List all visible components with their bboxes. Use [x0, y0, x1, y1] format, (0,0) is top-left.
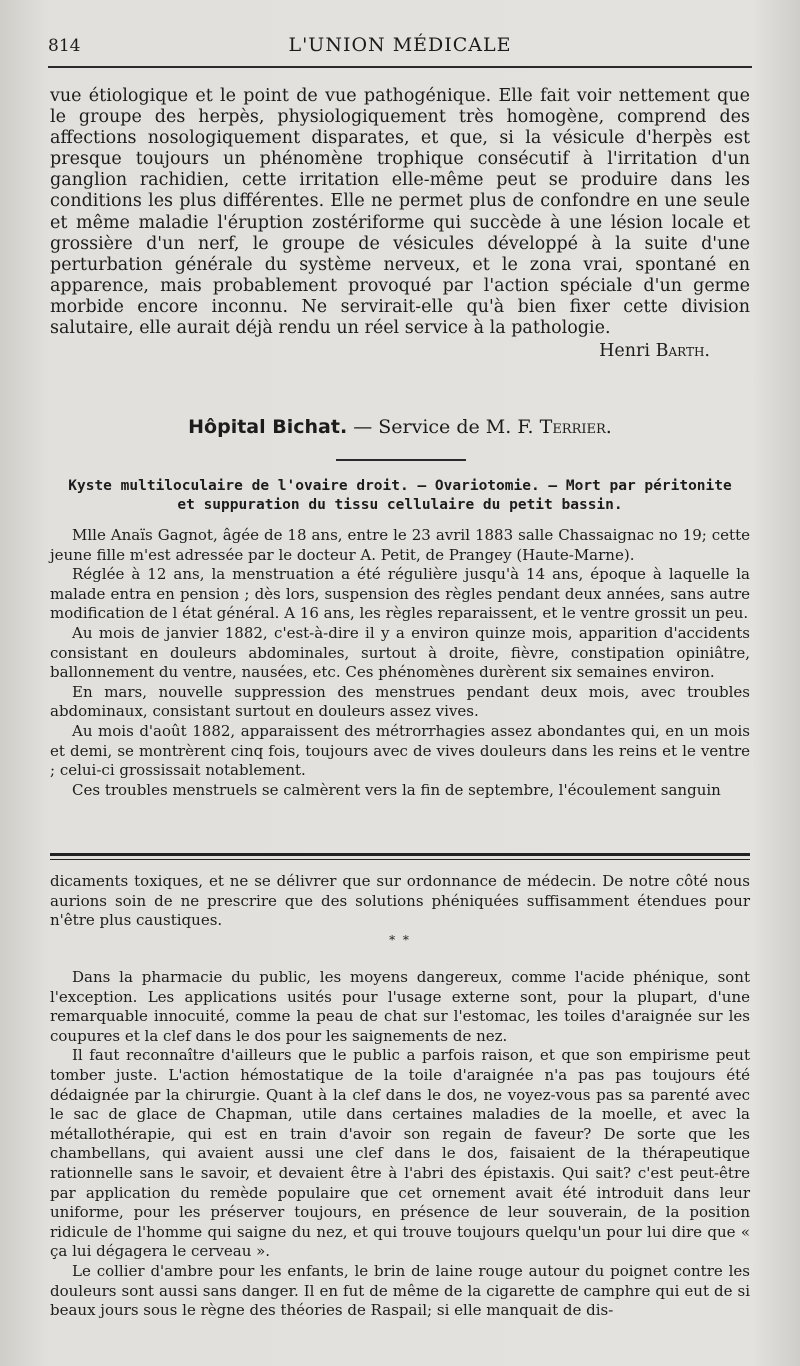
article-conclusion	[50, 86, 750, 363]
section-rule	[336, 459, 466, 461]
feuilleton-top	[50, 872, 750, 931]
feuilleton-body	[50, 968, 750, 1321]
feuilleton-paragraph-4: Le collier d'ambre pour les enfants, le brin de laine rouge autour du poignet contre les douleurs sont aussi sans danger. Il en fut de même de la cigarette de camphre qui eut de si beaux jours sous le règne des théories de Raspail; si elle manquait de dis-	[50, 1261, 750, 1320]
section-heading	[50, 416, 750, 438]
case-title-line-2: et suppuration du tissu cellulaire du petit bassin.	[177, 497, 623, 513]
page-number: 814	[48, 36, 81, 56]
feuilleton-rule-thick	[50, 853, 750, 856]
service-label: Service de M. F.	[378, 416, 534, 438]
journal-title: L'UNION MÉDICALE	[288, 34, 512, 56]
case-paragraph-5: Au mois d'août 1882, apparaissent des métrorrhagies assez abondantes qui, en un mois et demi, se montrèrent cinq fois, toujours avec de vives douleurs dans les reins et le ventre ; celui-ci grossissait notablement.	[50, 721, 750, 780]
case-report	[50, 526, 750, 800]
case-paragraph-2: Réglée à 12 ans, la menstruation a été régulière jusqu'à 14 ans, époque à laquelle la malade entra en pension ; dès lors, suspension des règles pendant deux années, sans autre modification de l état général. A 16 ans, les règles reparaissent, et le ventre grossit un peu.	[50, 565, 750, 623]
feuilleton-paragraph-3: Il faut reconnaître d'ailleurs que le public a parfois raison, et que son empirisme peut tomber juste. L'action hémostatique de la toile d'araignée n'a pas pas toujours été dédaignée par la chirurgie. Quant à la clef dans le dos, ne voyez-vous pas sa parenté avec le sac de glace de Chapman, utile dans certaines maladies de la moelle, et avec la métallothérapie, qui est en train d'avoir son regain de faveur? De sorte que les chambellans, qui avaient aussi une clef dans le dos, faisaient de la thérapeutique rationnelle sans le savoir, et devaient être à l'abri des épistaxis. Qui sait? c'est peut-être par application du remède populaire que cet ornement avait été introduit dans leur uniforme, pour les préserver toujours, en présence de leur souverain, de la position ridicule de l'homme qui saigne du nez, et qui trouve toujours quelqu'un pour lui dire que « ça lui dégagera le cerveau ».	[50, 1046, 750, 1261]
author-signature	[50, 339, 750, 363]
signature-first-name: Henri	[599, 341, 651, 362]
case-title	[50, 477, 750, 515]
case-paragraph-1: Mlle Anaïs Gagnot, âgée de 18 ans, entre le 23 avril 1883 salle Chassaignac no 19; cette jeune fille m'est adressée par le docteur A. Petit, de Prangey (Haute-Marne).	[50, 526, 750, 564]
feuilleton-rule-thin	[50, 859, 750, 860]
feuilleton-paragraph-2: Dans la pharmacie du public, les moyens dangereux, comme l'acide phénique, sont l'exception. Les applications usités pour l'usage externe sont, pour la plupart, d'une remarquable innocuité, comme la peau de chat sur l'estomac, les toiles d'araignée sur les coupures et la clef dans le dos pour les saignements de nez.	[50, 968, 750, 1045]
service-chief: Terrier.	[539, 416, 612, 438]
case-paragraph-6: Ces troubles menstruels se calmèrent vers la fin de septembre, l'écoulement sanguin	[72, 780, 721, 799]
signature-last-name: Barth.	[655, 341, 710, 362]
case-title-line-1: Kyste multiloculaire de l'ovaire droit. — Ovariotomie. — Mort par péritonite	[68, 478, 732, 494]
running-head	[48, 30, 752, 60]
conclusion-paragraph: vue étiologique et le point de vue pathogénique. Elle fait voir nettement que le groupe des herpès, physiologiquement très homogène, comprend des affections nosologiquement disparates, et que, si la vésicule d'herpès est presque toujours un phénomène trophique consécutif à l'irritation d'un ganglion rachidien, cette irritation elle-même peut se produire dans les conditions les plus différentes. Elle ne permet plus de confondre en une seule et même maladie l'éruption zostériforme qui succède à une lésion locale et grossière d'un nerf, le groupe de vésicules développé à la suite d'une perturbation générale du système nerveux, et le zona vrai, spontané en apparence, mais probablement provoqué par l'action spéciale d'un germe morbide encore inconnu. Ne servirait-elle qu'à bien fixer cette division salutaire, elle aurait déjà rendu un réel service à la pathologie.	[50, 86, 750, 339]
case-paragraph-3: Au mois de janvier 1882, c'est-à-dire il y a environ quinze mois, apparition d'accidents consistant en douleurs abdominales, surtout à droite, fièvre, constipation opiniâtre, ballonnement du ventre, nausées, etc. Ces phénomènes durèrent six semaines environ.	[50, 623, 750, 682]
header-rule	[48, 66, 752, 68]
hospital-name: Hôpital Bichat.	[188, 416, 348, 438]
asterism: * *	[389, 933, 411, 947]
heading-dash: —	[347, 416, 379, 438]
case-paragraph-4: En mars, nouvelle suppression des menstrues pendant deux mois, avec troubles abdominaux, consistant surtout en douleurs assez vives.	[50, 682, 750, 721]
feuilleton-paragraph-1: dicaments toxiques, et ne se délivrer que sur ordonnance de médecin. De notre côté nous aurions soin de ne prescrire que des solutions phéniquées suffisamment étendues pour n'être plus caustiques.	[50, 872, 750, 930]
